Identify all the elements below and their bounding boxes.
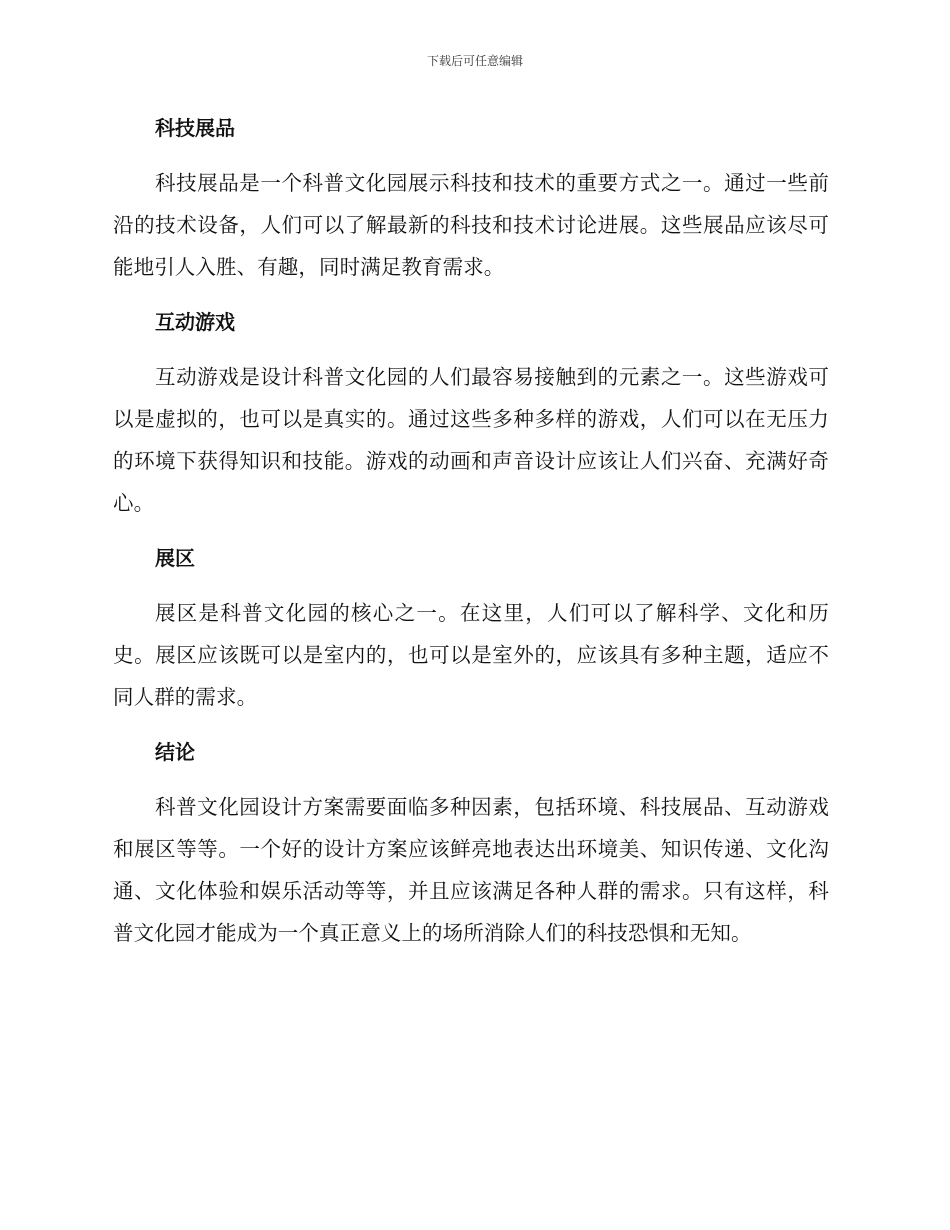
section-exhibition-area bbox=[113, 538, 829, 718]
section-paragraph: 展区是科普文化园的核心之一。在这里，人们可以了解科学、文化和历史。展区应该既可以是室内的，也可以是室外的，应该具有多种主题，适应不同人群的需求。 bbox=[113, 601, 829, 709]
section-conclusion bbox=[113, 732, 829, 954]
section-tech-exhibits bbox=[113, 108, 829, 288]
section-heading: 互动游戏 bbox=[155, 310, 235, 334]
section-paragraph: 科普文化园设计方案需要面临多种因素，包括环境、科技展品、互动游戏和展区等等。一个好的设计方案应该鲜亮地表达出环境美、知识传递、文化沟通、文化体验和娱乐活动等等，并且应该满足各种人群的需求。只有这样，科普文化园才能成为一个真正意义上的场所消除人们的科技恐惧和无知。 bbox=[113, 795, 829, 945]
section-heading: 结论 bbox=[155, 740, 195, 764]
section-heading: 科技展品 bbox=[155, 116, 235, 140]
page-header: 下载后可任意编辑 bbox=[426, 54, 523, 68]
section-heading: 展区 bbox=[155, 546, 195, 570]
section-interactive-games bbox=[113, 302, 829, 524]
section-paragraph: 科技展品是一个科普文化园展示科技和技术的重要方式之一。通过一些前沿的技术设备，人们可以了解最新的科技和技术讨论进展。这些展品应该尽可能地引人入胜、有趣，同时满足教育需求。 bbox=[113, 171, 829, 279]
document-body bbox=[113, 108, 829, 968]
section-paragraph: 互动游戏是设计科普文化园的人们最容易接触到的元素之一。这些游戏可以是虚拟的，也可以是真实的。通过这些多种多样的游戏，人们可以在无压力的环境下获得知识和技能。游戏的动画和声音设计应该让人们兴奋、充满好奇心。 bbox=[113, 365, 829, 515]
